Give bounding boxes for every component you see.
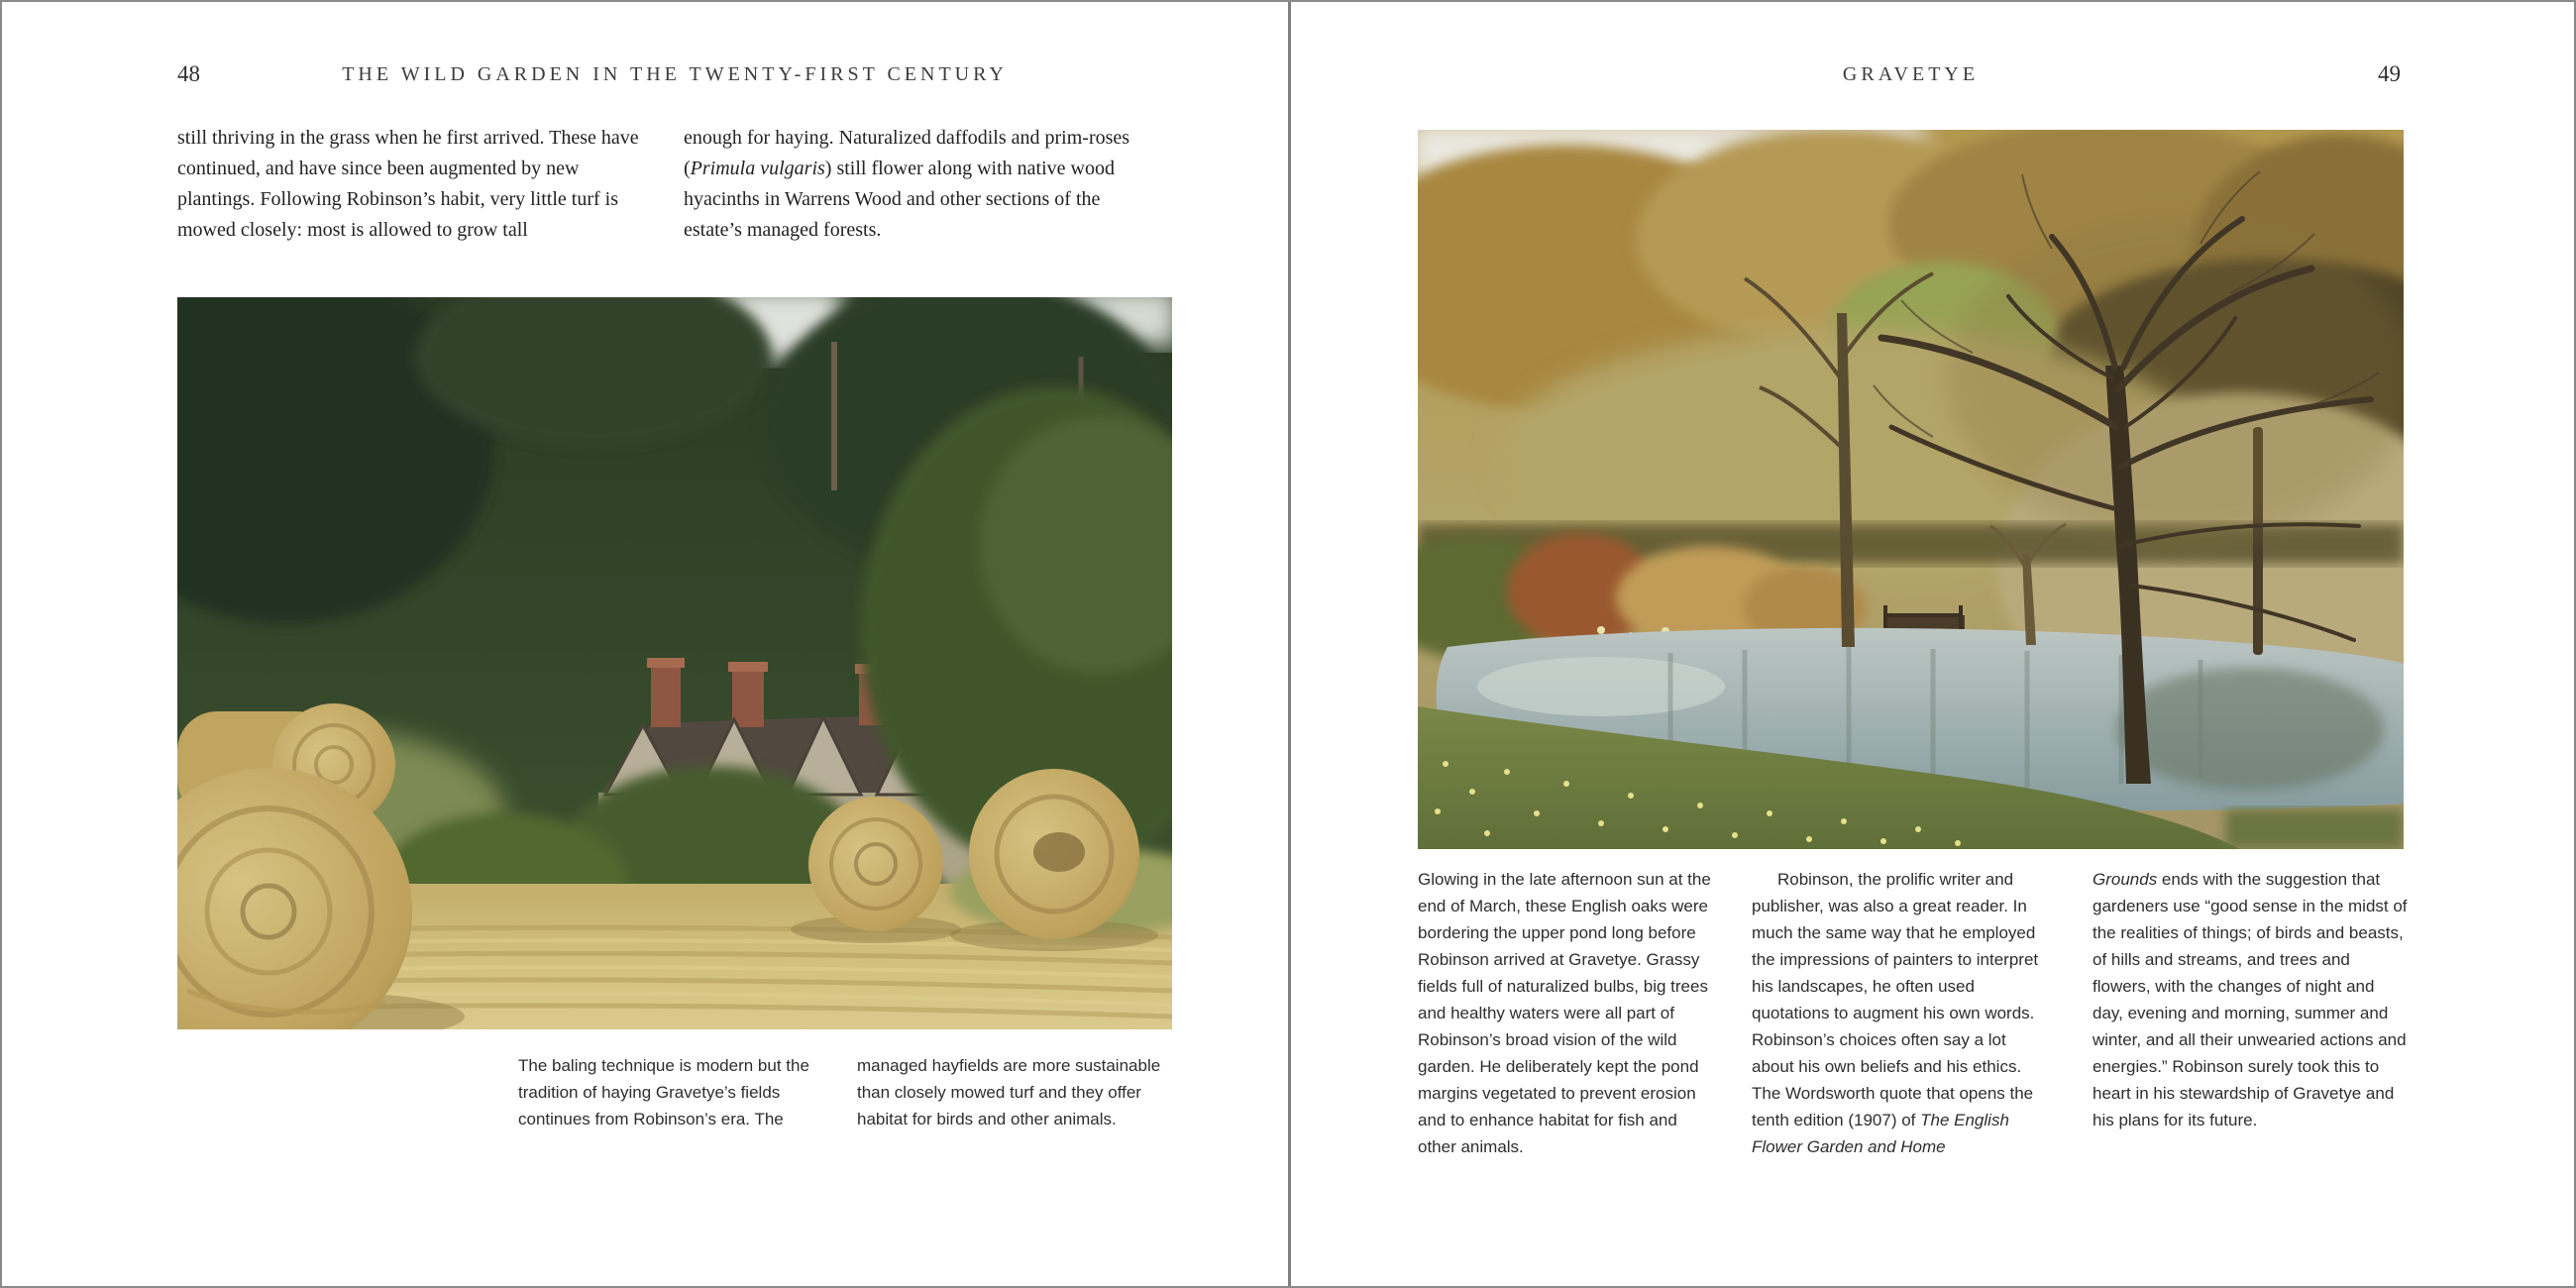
latin-plant-name: Primula vulgaris [690, 158, 825, 179]
body-text-column-1: still thriving in the grass when he first arrived. These have continued, and have since been augmented by new plantings. Following Robinson’s habit, very little turf is mowed closely: most is allowed to grow tall [177, 127, 639, 241]
page-number-left: 48 [177, 61, 200, 86]
hay-photo-caption-col-1: The baling technique is modern but the tradition of haying Gravetye’s fields continues from Robinson’s era. The [518, 1056, 809, 1128]
pond-caption-col2-text: Robinson, the prolific writer and publisher, was also a great reader. In much the same way that he employed the impressions of painters to interpret his landscapes, he often used quotations to augment his own words. Robinson’s choices often say a lot about his own beliefs and his ethics. The Wordsworth quote that opens the tenth edition (1907) of [1752, 870, 2039, 1129]
hay-bales-manor-illustration [177, 297, 1172, 1029]
pond-oaks-illustration [1418, 130, 2404, 849]
body-col2-text: enough for haying. Naturalized daffodils and prim-roses ( [684, 127, 1130, 179]
pond-caption-col-1: Glowing in the late afternoon sun at the end of March, these English oaks were bordering the upper pond long before Robinson arrived at Gravetye. Grassy fields full of naturalized bulbs, big trees and healthy waters were all part of Robinson’s broad vision of the wild garden. He deliberately kept the pond margins vegetated to prevent erosion and to enhance habitat for fish and other animals. [1418, 870, 1711, 1156]
book-title-italic: The English Flower Garden and Home [1752, 1111, 2009, 1156]
body-col2-text-end: ) still flower along with native wood hyacinths in Warrens Wood and other sections of the estate’s managed forests. [684, 158, 1115, 241]
pond-caption-col3-text: ends with the suggestion that gardeners use “good sense in the midst of the realities of things; of birds and beasts, of hills and streams, and trees and flowers, with the changes of night and day, evening and morning, summer and winter, and all their unwearied actions and energies.” Robinson surely took this to heart in his stewardship of Gravetye and his plans for its future. [2093, 870, 2408, 1129]
page-gutter-line [1288, 2, 1291, 1288]
book-title-italic-continued: Grounds [2093, 870, 2158, 889]
running-head-left: THE WILD GARDEN IN THE TWENTY-FIRST CENTURY [342, 63, 1008, 85]
body-text-column-2 [684, 123, 1157, 246]
pond-caption-col-3 [2093, 866, 2408, 1133]
hay-bales-manor-photo [177, 297, 1172, 1029]
pond-caption-col-2 [1752, 866, 2051, 1160]
running-head-right: GRAVETYE [1842, 63, 1980, 85]
sky-reflection [1477, 657, 1725, 716]
page-number-right: 49 [2378, 61, 2401, 86]
pond-oaks-photo [1418, 130, 2404, 849]
tree-reflection [2116, 668, 2384, 791]
hay-photo-caption-col-2: managed hayfields are more sustainable than closely mowed turf and they offer habitat for birds and other animals. [857, 1056, 1161, 1128]
